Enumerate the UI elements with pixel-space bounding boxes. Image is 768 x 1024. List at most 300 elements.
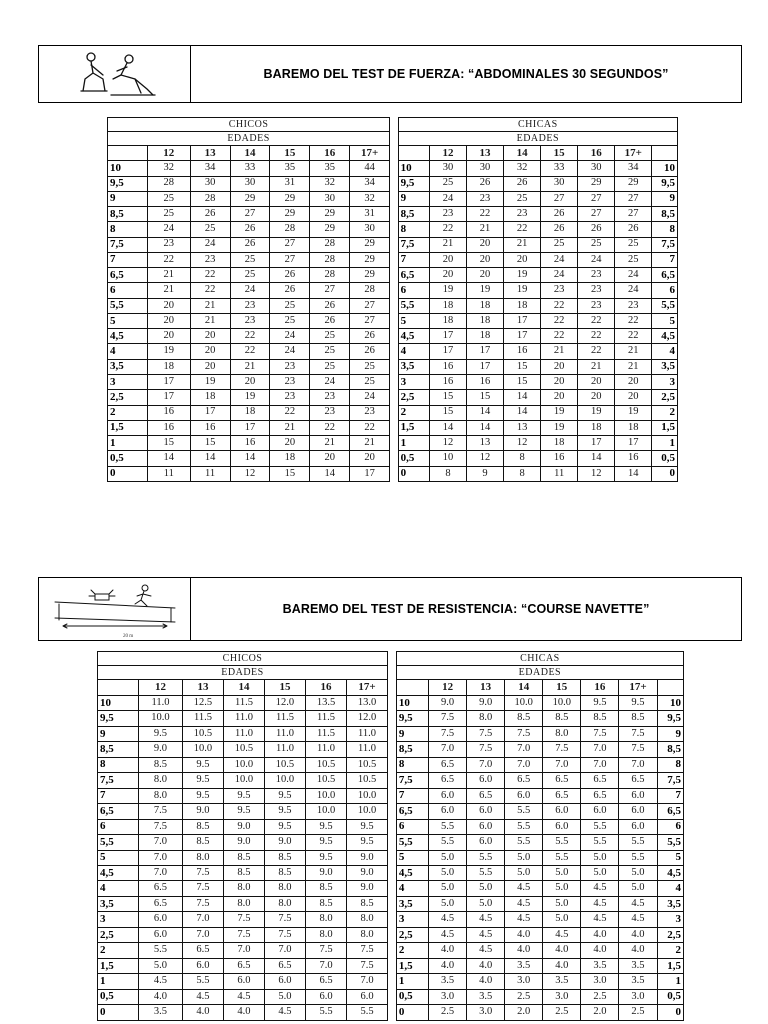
chicas-score-right: 0 — [657, 1005, 684, 1021]
chicos-value: 9.0 — [139, 742, 183, 757]
table-row — [108, 405, 678, 420]
chicos-value: 10.5 — [223, 742, 264, 757]
chicos-value: 17 — [350, 466, 390, 481]
chicas-value: 21 — [615, 344, 652, 359]
chicas-score: 6 — [398, 283, 429, 298]
chicas-score: 6,5 — [398, 268, 429, 283]
divider-cell — [388, 927, 397, 942]
chicos-value: 31 — [350, 207, 390, 222]
chicos-value: 11.5 — [182, 711, 223, 726]
chicos-value: 24 — [147, 222, 190, 237]
chicas-value: 6.0 — [467, 773, 505, 788]
chicos-value: 7.0 — [347, 974, 388, 989]
chicas-value: 20 — [541, 390, 578, 405]
chicas-value: 6.5 — [581, 788, 619, 803]
chicos-value: 10.5 — [347, 773, 388, 788]
chicos-value: 7.0 — [182, 912, 223, 927]
divider-cell — [390, 118, 399, 132]
resistencia-title: BAREMO DEL TEST DE RESISTENCIA: “COURSE NAVETTE” — [282, 602, 650, 616]
chicos-value: 26 — [350, 329, 390, 344]
chicos-value: 7.0 — [139, 866, 183, 881]
divider-cell — [388, 680, 397, 695]
table-row — [98, 927, 684, 942]
chicas-value: 21 — [615, 359, 652, 374]
chicas-score: 5 — [396, 850, 428, 865]
chicas-value: 26 — [615, 222, 652, 237]
chicas-value: 17 — [429, 344, 466, 359]
chicos-value: 22 — [310, 420, 350, 435]
divider-cell — [390, 329, 399, 344]
chicos-value: 10.0 — [306, 788, 347, 803]
table-row — [98, 804, 684, 819]
chicos-age-header: 13 — [190, 146, 230, 161]
chicos-value: 8.0 — [347, 912, 388, 927]
chicas-value: 23 — [429, 207, 466, 222]
chicas-value: 5.0 — [505, 866, 543, 881]
chicas-value: 5.0 — [543, 896, 581, 911]
edades-header-row — [98, 666, 684, 680]
chicos-value: 11.0 — [223, 711, 264, 726]
chicas-value: 22 — [467, 207, 504, 222]
chicas-value: 2.0 — [581, 1005, 619, 1021]
divider-cell — [388, 819, 397, 834]
table-row — [98, 974, 684, 989]
table-row — [108, 390, 678, 405]
corner-cell — [98, 680, 139, 695]
chicas-value: 9.0 — [429, 695, 467, 710]
chicas-value: 22 — [541, 313, 578, 328]
chicas-score: 9,5 — [398, 176, 429, 191]
divider-cell — [388, 726, 397, 741]
table-row — [108, 252, 678, 267]
chicas-value: 6.0 — [543, 819, 581, 834]
chicos-value: 8.5 — [182, 819, 223, 834]
chicas-value: 3.0 — [429, 989, 467, 1004]
chicas-value: 30 — [467, 161, 504, 176]
table-row — [98, 835, 684, 850]
chicos-value: 16 — [147, 405, 190, 420]
chicas-value: 23 — [578, 283, 615, 298]
chicos-value: 28 — [310, 252, 350, 267]
chicos-value: 29 — [350, 252, 390, 267]
chicas-value: 5.5 — [505, 804, 543, 819]
chicas-score-right: 1,5 — [657, 958, 684, 973]
chicos-value: 27 — [270, 237, 310, 252]
chicas-score: 7,5 — [396, 773, 428, 788]
chicos-value: 25 — [270, 298, 310, 313]
chicas-value: 9.0 — [467, 695, 505, 710]
chicas-score: 5 — [398, 313, 429, 328]
table-row — [108, 451, 678, 466]
table-row — [98, 711, 684, 726]
chicas-label: CHICAS — [398, 118, 677, 132]
chicos-value: 23 — [270, 374, 310, 389]
chicos-value: 4.5 — [223, 989, 264, 1004]
chicos-value: 8.0 — [182, 850, 223, 865]
chicas-value: 3.5 — [467, 989, 505, 1004]
chicos-value: 17 — [190, 405, 230, 420]
chicas-value: 20 — [429, 268, 466, 283]
chicos-value: 18 — [270, 451, 310, 466]
divider-cell — [390, 161, 399, 176]
chicas-value: 19 — [541, 405, 578, 420]
chicas-value: 18 — [578, 420, 615, 435]
chicos-value: 12.0 — [347, 711, 388, 726]
chicos-value: 18 — [230, 405, 270, 420]
chicos-age-header: 14 — [230, 146, 270, 161]
chicos-value: 5.0 — [264, 989, 305, 1004]
chicos-score: 1,5 — [98, 958, 139, 973]
chicos-value: 11 — [147, 466, 190, 481]
chicas-value: 5.0 — [467, 896, 505, 911]
chicas-score: 8,5 — [398, 207, 429, 222]
chicos-value: 8.5 — [347, 896, 388, 911]
chicas-value: 4.5 — [619, 912, 657, 927]
chicas-value: 4.5 — [429, 912, 467, 927]
chicos-value: 25 — [147, 191, 190, 206]
table-row — [108, 283, 678, 298]
chicos-value: 8.0 — [139, 788, 183, 803]
table-row — [108, 176, 678, 191]
chicos-value: 8.5 — [182, 835, 223, 850]
chicas-edades-label: EDADES — [396, 666, 683, 680]
chicas-score-right: 1,5 — [652, 420, 678, 435]
chicas-value: 5.0 — [505, 850, 543, 865]
chicas-value: 5.0 — [619, 881, 657, 896]
chicas-value: 3.5 — [505, 958, 543, 973]
chicos-value: 4.0 — [223, 1005, 264, 1021]
chicos-value: 8.0 — [347, 927, 388, 942]
table-row — [98, 896, 684, 911]
chicos-age-header: 15 — [264, 680, 305, 695]
chicos-value: 8.0 — [223, 881, 264, 896]
chicas-value: 4.5 — [505, 912, 543, 927]
chicas-score-right: 10 — [657, 695, 684, 710]
chicos-value: 10.5 — [264, 757, 305, 772]
chicas-value: 29 — [615, 176, 652, 191]
chicas-value: 17 — [467, 359, 504, 374]
chicas-score-right: 3,5 — [652, 359, 678, 374]
chicas-value: 20 — [429, 252, 466, 267]
chicos-age-header: 15 — [270, 146, 310, 161]
chicas-score-right: 9 — [652, 191, 678, 206]
chicas-value: 20 — [504, 252, 541, 267]
chicos-value: 11.0 — [264, 742, 305, 757]
chicos-value: 9.5 — [264, 804, 305, 819]
chicas-value: 13 — [504, 420, 541, 435]
chicas-value: 4.5 — [429, 927, 467, 942]
chicos-value: 9.0 — [223, 819, 264, 834]
divider-cell — [390, 146, 399, 161]
chicos-value: 33 — [230, 161, 270, 176]
chicas-value: 16 — [615, 451, 652, 466]
chicas-value: 5.0 — [429, 850, 467, 865]
chicos-value: 9.0 — [347, 881, 388, 896]
chicas-value: 17 — [615, 436, 652, 451]
divider-cell — [388, 711, 397, 726]
chicas-value: 4.5 — [467, 912, 505, 927]
chicas-score-right: 9,5 — [657, 711, 684, 726]
chicos-value: 10.0 — [264, 773, 305, 788]
chicas-score-right: 5 — [652, 313, 678, 328]
group-header-row — [108, 118, 678, 132]
chicos-value: 12.5 — [182, 695, 223, 710]
resistencia-header-image-cell — [39, 578, 191, 640]
divider-cell — [390, 390, 399, 405]
chicos-value: 32 — [147, 161, 190, 176]
chicas-value: 4.0 — [429, 958, 467, 973]
chicas-value: 27 — [578, 207, 615, 222]
table-row — [98, 866, 684, 881]
chicas-value: 24 — [578, 252, 615, 267]
chicas-score-right: 9 — [657, 726, 684, 741]
chicas-value: 8.0 — [467, 711, 505, 726]
chicos-value: 7.5 — [264, 912, 305, 927]
chicas-value: 5.5 — [467, 850, 505, 865]
chicas-value: 3.0 — [619, 989, 657, 1004]
chicas-value: 21 — [429, 237, 466, 252]
chicos-value: 9.0 — [306, 866, 347, 881]
chicas-value: 21 — [578, 359, 615, 374]
divider-cell — [388, 974, 397, 989]
chicas-value: 8 — [504, 451, 541, 466]
chicas-value: 34 — [615, 161, 652, 176]
chicas-age-header: 15 — [543, 680, 581, 695]
chicas-score-right: 0 — [652, 466, 678, 481]
table-row — [108, 191, 678, 206]
chicas-score: 8 — [398, 222, 429, 237]
chicos-value: 21 — [270, 420, 310, 435]
chicas-score: 3 — [396, 912, 428, 927]
chicas-value: 7.5 — [581, 726, 619, 741]
chicos-value: 8.5 — [223, 850, 264, 865]
divider-cell — [388, 958, 397, 973]
chicos-value: 5.5 — [182, 974, 223, 989]
chicas-value: 18 — [429, 313, 466, 328]
shuttle-run-icon — [45, 582, 185, 638]
chicos-value: 20 — [190, 344, 230, 359]
chicos-value: 6.0 — [139, 927, 183, 942]
divider-cell — [388, 742, 397, 757]
chicos-score: 1 — [108, 436, 148, 451]
chicas-value: 17 — [504, 329, 541, 344]
chicos-value: 9.0 — [347, 850, 388, 865]
chicas-value: 4.5 — [619, 896, 657, 911]
divider-cell — [390, 132, 399, 146]
chicos-value: 29 — [350, 237, 390, 252]
chicas-value: 5.0 — [581, 850, 619, 865]
chicas-value: 5.5 — [581, 835, 619, 850]
chicos-value: 7.5 — [139, 804, 183, 819]
chicos-value: 8.5 — [223, 866, 264, 881]
chicos-value: 25 — [310, 344, 350, 359]
chicas-value: 18 — [429, 298, 466, 313]
chicos-value: 3.5 — [139, 1005, 183, 1021]
chicas-score: 9,5 — [396, 711, 428, 726]
chicas-age-header: 12 — [429, 146, 466, 161]
divider-cell — [388, 943, 397, 958]
chicas-edades-label: EDADES — [398, 132, 677, 146]
chicos-value: 24 — [190, 237, 230, 252]
table-row — [98, 1005, 684, 1021]
chicos-value: 7.0 — [139, 835, 183, 850]
chicos-value: 11.5 — [264, 711, 305, 726]
chicas-value: 8 — [504, 466, 541, 481]
chicas-score-right: 9,5 — [652, 176, 678, 191]
chicas-value: 20 — [578, 374, 615, 389]
chicas-value: 10 — [429, 451, 466, 466]
chicas-value: 22 — [578, 329, 615, 344]
chicos-value: 24 — [350, 390, 390, 405]
chicas-score-right: 7 — [652, 252, 678, 267]
chicas-score-right: 0,5 — [657, 989, 684, 1004]
divider-cell — [388, 850, 397, 865]
chicos-value: 7.5 — [347, 958, 388, 973]
chicas-score: 0 — [396, 1005, 428, 1021]
chicas-score-right: 6 — [652, 283, 678, 298]
chicos-score: 5,5 — [98, 835, 139, 850]
chicos-value: 26 — [310, 298, 350, 313]
divider-cell — [390, 451, 399, 466]
chicas-value: 16 — [429, 374, 466, 389]
chicas-value: 4.0 — [467, 974, 505, 989]
divider-cell — [390, 374, 399, 389]
chicos-value: 20 — [147, 329, 190, 344]
chicas-value: 30 — [429, 161, 466, 176]
chicos-value: 8.5 — [306, 896, 347, 911]
chicas-score-right: 1 — [657, 974, 684, 989]
chicas-score: 9 — [396, 726, 428, 741]
chicas-value: 6.5 — [581, 773, 619, 788]
chicos-value: 10.0 — [306, 804, 347, 819]
chicos-score: 5,5 — [108, 298, 148, 313]
chicas-value: 22 — [578, 313, 615, 328]
chicas-score-right: 5 — [657, 850, 684, 865]
chicas-score: 1 — [396, 974, 428, 989]
chicas-score: 1,5 — [396, 958, 428, 973]
chicas-value: 5.0 — [543, 866, 581, 881]
chicos-value: 7.5 — [182, 881, 223, 896]
chicos-value: 11.0 — [223, 726, 264, 741]
chicos-value: 13.5 — [306, 695, 347, 710]
chicos-value: 23 — [270, 359, 310, 374]
chicos-value: 22 — [190, 268, 230, 283]
chicas-value: 4.5 — [581, 896, 619, 911]
divider-cell — [390, 222, 399, 237]
table-row — [108, 161, 678, 176]
chicas-score-right: 4,5 — [652, 329, 678, 344]
divider-cell — [390, 283, 399, 298]
divider-cell — [388, 788, 397, 803]
chicos-value: 26 — [350, 344, 390, 359]
chicas-value: 6.0 — [505, 788, 543, 803]
chicas-value: 25 — [615, 237, 652, 252]
chicos-value: 28 — [310, 237, 350, 252]
chicas-value: 10.0 — [543, 695, 581, 710]
chicos-value: 25 — [270, 313, 310, 328]
chicos-value: 9.5 — [306, 850, 347, 865]
chicas-value: 25 — [615, 252, 652, 267]
chicas-value: 5.5 — [429, 819, 467, 834]
chicos-value: 20 — [190, 329, 230, 344]
chicos-value: 5.5 — [306, 1005, 347, 1021]
chicas-value: 18 — [504, 298, 541, 313]
chicas-value: 22 — [615, 313, 652, 328]
chicas-value: 7.0 — [505, 742, 543, 757]
chicos-score: 7 — [108, 252, 148, 267]
chicas-value: 17 — [578, 436, 615, 451]
chicos-value: 11 — [190, 466, 230, 481]
chicas-value: 22 — [615, 329, 652, 344]
table-row — [108, 313, 678, 328]
table-row — [108, 374, 678, 389]
chicos-value: 22 — [230, 344, 270, 359]
chicas-value: 5.0 — [429, 881, 467, 896]
chicas-value: 18 — [541, 436, 578, 451]
group-header-row — [98, 652, 684, 666]
chicas-value: 9.5 — [619, 695, 657, 710]
chicas-value: 20 — [541, 359, 578, 374]
chicas-value: 23 — [467, 191, 504, 206]
chicos-value: 8.0 — [306, 927, 347, 942]
chicas-score: 0 — [398, 466, 429, 481]
chicos-value: 9.5 — [223, 804, 264, 819]
chicas-score-right: 1 — [652, 436, 678, 451]
edades-header-row — [108, 132, 678, 146]
chicos-value: 10.5 — [306, 773, 347, 788]
chicas-value: 20 — [541, 374, 578, 389]
chicos-value: 8.5 — [264, 866, 305, 881]
chicas-value: 3.5 — [619, 974, 657, 989]
chicos-value: 10.0 — [139, 711, 183, 726]
chicos-value: 17 — [230, 420, 270, 435]
chicas-value: 3.0 — [581, 974, 619, 989]
divider-cell — [390, 436, 399, 451]
table-row — [98, 943, 684, 958]
chicos-score: 9 — [108, 191, 148, 206]
chicas-value: 5.5 — [467, 866, 505, 881]
table-row — [108, 207, 678, 222]
chicos-value: 4.0 — [139, 989, 183, 1004]
table-row — [98, 881, 684, 896]
chicos-value: 7.5 — [347, 943, 388, 958]
chicas-value: 16 — [467, 374, 504, 389]
chicas-score: 4,5 — [398, 329, 429, 344]
chicas-value: 19 — [504, 268, 541, 283]
chicas-value: 23 — [578, 268, 615, 283]
chicos-value: 16 — [190, 420, 230, 435]
chicas-score-right: 7 — [657, 788, 684, 803]
chicos-value: 6.0 — [139, 912, 183, 927]
chicas-value: 27 — [615, 191, 652, 206]
chicas-value: 26 — [541, 207, 578, 222]
chicos-value: 29 — [350, 268, 390, 283]
chicas-value: 25 — [578, 237, 615, 252]
chicos-value: 7.5 — [264, 927, 305, 942]
divider-cell — [390, 176, 399, 191]
divider-cell — [390, 313, 399, 328]
chicas-age-header: 13 — [467, 146, 504, 161]
divider-cell — [390, 420, 399, 435]
divider-cell — [388, 695, 397, 710]
divider-cell — [390, 405, 399, 420]
chicas-value: 3.5 — [581, 958, 619, 973]
table-row — [108, 268, 678, 283]
table-row — [98, 742, 684, 757]
chicos-value: 5.5 — [139, 943, 183, 958]
chicas-value: 12 — [467, 451, 504, 466]
chicos-value: 6.5 — [139, 896, 183, 911]
